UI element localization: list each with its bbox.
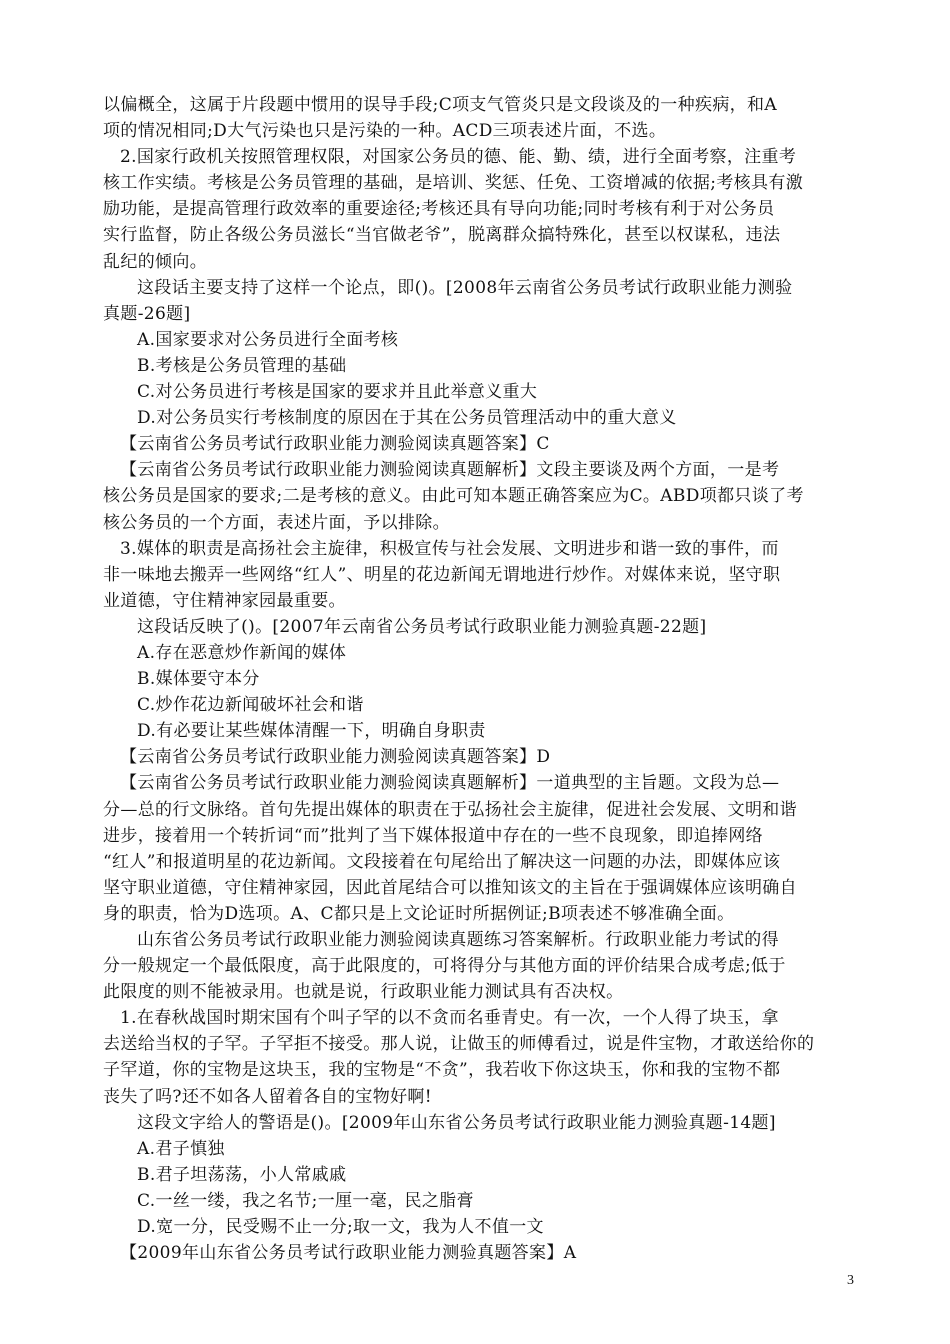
- text-line: 非一味地去搬弄一些网络“红人”、明星的花边新闻无谓地进行炒作。对媒体来说，坚守职: [103, 564, 781, 585]
- text-line: 项的情况相同;D大气污染也只是污染的一种。ACD三项表述片面，不选。: [103, 121, 667, 142]
- option-b: B.媒体要守本分: [137, 669, 260, 690]
- text-line: 核公务员的一个方面，表述片面，予以排除。: [103, 512, 450, 533]
- text-line: 丧失了吗?还不如各人留着各自的宝物好啊!: [103, 1086, 432, 1107]
- answer-line: 【云南省公务员考试行政职业能力测验阅读真题答案】C: [120, 434, 550, 455]
- option-d: D.宽一分，民受赐不止一分;取一文，我为人不值一文: [137, 1217, 544, 1238]
- text-line: 进步，接着用一个转折词“而”批判了当下媒体报道中存在的一些不良现象，即追捧网络: [103, 825, 764, 846]
- question-prompt: 这段话反映了()。[2007年云南省公务员考试行政职业能力测验真题-22题]: [137, 616, 707, 637]
- option-b: B.考核是公务员管理的基础: [137, 355, 347, 376]
- option-a: A.国家要求对公务员进行全面考核: [137, 329, 399, 350]
- text-line: 此限度的则不能被录用。也就是说，行政职业能力测试具有否决权。: [103, 982, 624, 1003]
- text-line: 励功能，是提高管理行政效率的重要途径;考核还具有导向功能;同时考核有利于对公务员: [103, 199, 775, 220]
- page-number: 3: [847, 1273, 854, 1288]
- answer-line: 【2009年山东省公务员考试行政职业能力测验真题答案】A: [120, 1243, 577, 1264]
- question-3-stem: 3.媒体的职责是高扬社会主旋律，积极宣传与社会发展、文明进步和谐一致的事件，而: [120, 538, 779, 559]
- text-line: 坚守职业道德，守住精神家园，因此首尾结合可以推知该文的主旨在于强调媒体应该明确自: [103, 877, 797, 898]
- text-line: 分一般规定一个最低限度，高于此限度的，可将得分与其他方面的评价结果合成考虑;低于: [103, 956, 786, 977]
- text-line: 业道德，守住精神家园最重要。: [103, 590, 346, 611]
- analysis-line: 【云南省公务员考试行政职业能力测验阅读真题解析】文段主要谈及两个方面，一是考: [120, 460, 780, 481]
- text-line: 分—总的行文脉络。首句先提出媒体的职责在于弘扬社会主旋律，促进社会发展、文明和谐: [103, 799, 797, 820]
- text-line: “红人”和报道明星的花边新闻。文段接着在句尾给出了解决这一问题的办法，即媒体应该: [103, 851, 781, 872]
- option-c: C.对公务员进行考核是国家的要求并且此举意义重大: [137, 382, 538, 403]
- question-2-stem: 2.国家行政机关按照管理权限，对国家公务员的德、能、勤、绩，进行全面考察，注重考: [120, 147, 797, 168]
- text-line: 实行监督，防止各级公务员滋长“当官做老爷”，脱离群众搞特殊化，甚至以权谋私，违法: [103, 225, 781, 246]
- section-intro: 山东省公务员考试行政职业能力测验阅读真题练习答案解析。行政职业能力考试的得: [137, 930, 779, 950]
- text-line: 真题-26题]: [103, 303, 191, 324]
- option-d: D.有必要让某些媒体清醒一下，明确自身职责: [137, 721, 486, 742]
- document-body: [103, 92, 853, 1266]
- text-line: 去送给当权的子罕。子罕拒不接受。那人说，让做玉的师傅看过，说是件宝物，才敢送给你的: [103, 1034, 815, 1055]
- option-a: A.存在恶意炒作新闻的媒体: [137, 642, 347, 663]
- analysis-line: 【云南省公务员考试行政职业能力测验阅读真题解析】一道典型的主旨题。文段为总—: [120, 773, 780, 794]
- option-c: C.炒作花边新闻破坏社会和谐: [137, 695, 364, 716]
- text-line: 乱纪的倾向。: [103, 251, 208, 272]
- option-c: C.一丝一缕，我之名节;一厘一毫，民之脂膏: [137, 1190, 474, 1211]
- question-prompt: 这段文字给人的警语是()。[2009年山东省公务员考试行政职业能力测验真题-14题]: [137, 1112, 776, 1133]
- answer-line: 【云南省公务员考试行政职业能力测验阅读真题答案】D: [120, 747, 551, 768]
- question-prompt: 这段话主要支持了这样一个论点，即()。[2008年云南省公务员考试行政职业能力测验: [137, 277, 793, 298]
- text-line: 以偏概全，这属于片段题中惯用的误导手段;C项支气管炎只是文段谈及的一种疾病，和A: [103, 95, 778, 115]
- option-d: D.对公务员实行考核制度的原因在于其在公务员管理活动中的重大意义: [137, 408, 677, 429]
- question-1-stem: 1.在春秋战国时期宋国有个叫子罕的以不贪而名垂青史。有一次，一个人得了块玉，拿: [120, 1008, 779, 1029]
- text-line: 核工作实绩。考核是公务员管理的基础，是培训、奖惩、任免、工资增减的依据;考核具有激: [103, 173, 804, 194]
- option-b: B.君子坦荡荡，小人常戚戚: [137, 1164, 347, 1185]
- text-line: 子罕道，你的宝物是这块玉，我的宝物是“不贪”，我若收下你这块玉，你和我的宝物不都: [103, 1060, 781, 1081]
- text-line: 身的职责，恰为D选项。A、C都只是上文论证时所据例证;B项表述不够准确全面。: [103, 903, 735, 924]
- text-line: 核公务员是国家的要求;二是考核的意义。由此可知本题正确答案应为C。ABD项都只谈了考: [103, 486, 804, 507]
- option-a: A.君子慎独: [137, 1138, 225, 1159]
